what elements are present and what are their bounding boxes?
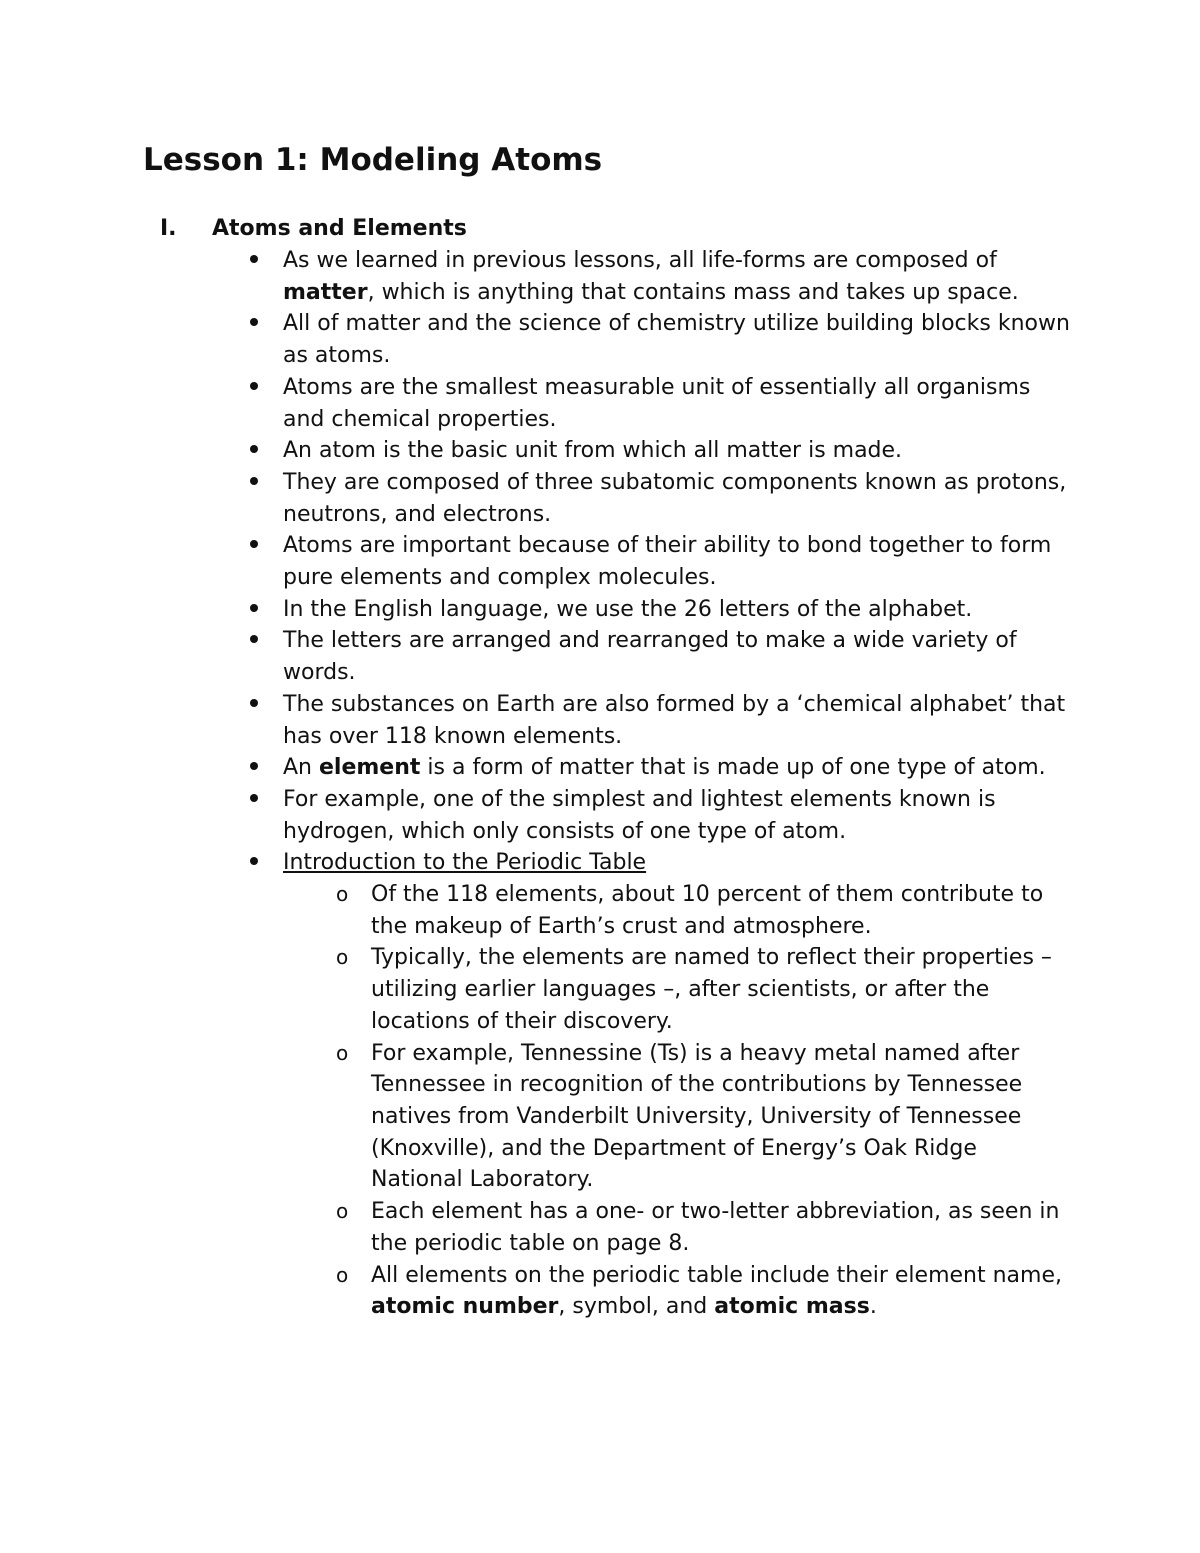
list-item-text: For example, one of the simplest and lightest elements known is hydrogen, which only consists of one type of atom. [283, 786, 996, 844]
sub-list-item-text: Typically, the elements are named to reflect their properties – utilizing earlier languages –, after scientists, or after the locations of their discovery. [371, 945, 1052, 1034]
list-item [0, 435, 1200, 467]
list-item [0, 308, 1200, 371]
sub-list-item [0, 1260, 1200, 1323]
term-element: element [319, 755, 421, 781]
list-item-text: The letters are arranged and rearranged to make a wide variety of words. [283, 628, 1017, 686]
sub-bullet-icon: o [336, 1262, 349, 1287]
sub-bullet-icon: o [336, 945, 349, 970]
list-item [0, 625, 1200, 688]
sub-list-item-text: For example, Tennessine (Ts) is a heavy metal named after Tennessee in recognition of the contributions by Tennessee natives from Vanderbilt University, University of Tennessee (Knoxville), and the Department of Energy’s Oak Ridge National Laboratory. [371, 1040, 1023, 1193]
bullet-icon [246, 625, 262, 657]
list-item [0, 752, 1200, 784]
bullet-icon [246, 784, 262, 816]
term-atomic-mass: atomic mass [714, 1294, 870, 1320]
list-item-text: Atoms are important because of their ability to bond together to form pure elements and complex molecules. [283, 533, 1052, 591]
bullet-icon [246, 847, 262, 879]
sub-list-item [0, 1196, 1200, 1259]
bullet-icon [246, 594, 262, 626]
page-title: Lesson 1: Modeling Atoms [143, 142, 603, 178]
list-item [0, 530, 1200, 593]
term-atomic-number: atomic number [371, 1294, 559, 1320]
sub-bullet-icon: o [336, 1040, 349, 1065]
bullet-icon [246, 752, 262, 784]
sub-list-item [0, 879, 1200, 942]
list-item [0, 594, 1200, 626]
list-item [0, 784, 1200, 847]
sub-bullet-icon: o [336, 882, 349, 907]
list-item [0, 467, 1200, 530]
sub-list-item-text: All elements on the periodic table include their element name, atomic number, symbol, and atomic mass. [371, 1262, 1062, 1320]
list-item-text: In the English language, we use the 26 letters of the alphabet. [283, 596, 973, 622]
list-item [0, 245, 1200, 308]
bullet-icon [246, 308, 262, 340]
bullet-icon [246, 467, 262, 499]
list-item-text: They are composed of three subatomic components known as protons, neutrons, and electrons. [283, 469, 1067, 527]
sub-bullet-icon: o [336, 1199, 349, 1224]
section-title: Atoms and Elements [212, 216, 467, 241]
list-item-text: The substances on Earth are also formed by a ‘chemical alphabet’ that has over 118 known elements. [283, 691, 1066, 749]
section-number: I. [160, 216, 177, 241]
list-item [0, 689, 1200, 752]
sub-list-item [0, 942, 1200, 1037]
list-item-text: As we learned in previous lessons, all life-forms are composed of matter, which is anything that contains mass and takes up space. [283, 248, 1019, 305]
subheading-periodic-table: Introduction to the Periodic Table [283, 850, 647, 876]
bullet-icon [246, 372, 262, 404]
bullet-list [0, 245, 1200, 1323]
sub-list-item [0, 1038, 1200, 1197]
list-item [0, 847, 1200, 879]
bullet-icon [246, 689, 262, 721]
term-matter: matter [283, 279, 368, 305]
bullet-icon [246, 245, 262, 277]
list-item [0, 372, 1200, 435]
list-item-text: Atoms are the smallest measurable unit of essentially all organisms and chemical properties. [283, 374, 1031, 432]
sub-list-item-text: Of the 118 elements, about 10 percent of them contribute to the makeup of Earth’s crust and atmosphere. [371, 882, 1044, 939]
sub-list-item-text: Each element has a one- or two-letter abbreviation, as seen in the periodic table on page 8. [371, 1199, 1060, 1256]
bullet-icon [246, 530, 262, 562]
list-item-text: An atom is the basic unit from which all matter is made. [283, 438, 903, 464]
list-item-text: All of matter and the science of chemistry utilize building blocks known as atoms. [283, 311, 1070, 369]
list-item-text: An element is a form of matter that is made up of one type of atom. [283, 755, 1046, 781]
bullet-icon [246, 435, 262, 467]
